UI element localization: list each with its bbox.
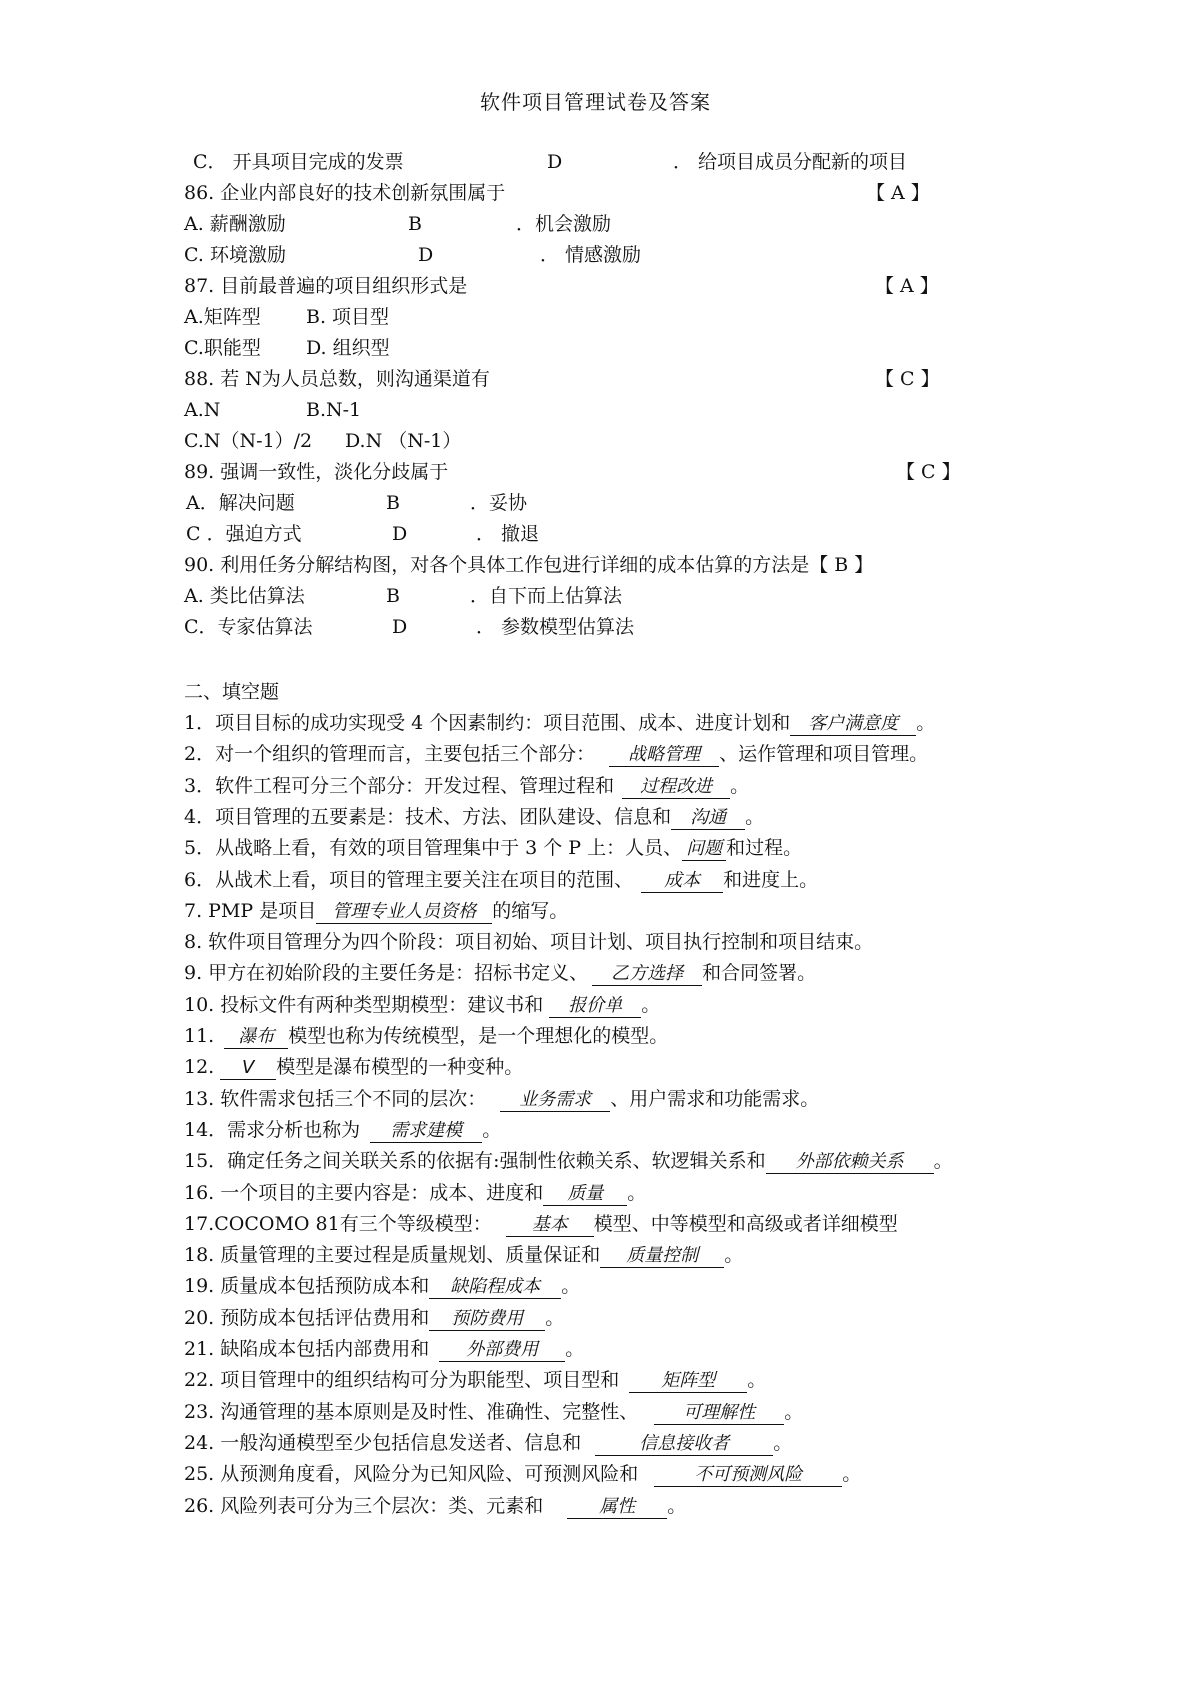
question-stem: 87. 目前最普遍的项目组织形式是 xyxy=(184,275,468,297)
answer-bracket: 【 A 】 xyxy=(875,275,939,297)
answer-blank: 缺陷程成本 xyxy=(429,1276,561,1299)
option-a: A．解决问题 xyxy=(186,492,295,514)
option-b: ．妥协 xyxy=(470,492,528,514)
fill-blank-item xyxy=(184,1178,646,1208)
question-text-tail: 。 xyxy=(842,1463,862,1485)
option-d-letter: D xyxy=(547,151,563,173)
question-text: 16. 一个项目的主要内容是：成本、进度和 xyxy=(184,1182,544,1204)
answer-blank: 需求建模 xyxy=(370,1120,482,1143)
question-text-tail: 。 xyxy=(773,1432,793,1454)
option-c: C． 开具项目完成的发票 xyxy=(193,151,404,173)
fill-blank-item xyxy=(184,1240,743,1270)
question-text-tail: 和进度上。 xyxy=(723,869,819,891)
fill-blank-item xyxy=(184,833,802,863)
question-text: 13. 软件需求包括三个不同的层次： xyxy=(184,1088,487,1110)
question-text-tail: 和过程。 xyxy=(726,837,803,859)
fill-blank-item xyxy=(184,990,660,1020)
option-d: ． 情感激励 xyxy=(540,244,642,266)
question-text-tail: 。 xyxy=(916,712,936,734)
question-text-tail: 模型也称为传统模型，是一个理想化的模型。 xyxy=(288,1025,669,1047)
fill-blank-item xyxy=(184,1397,803,1427)
question-text-tail: 、用户需求和功能需求。 xyxy=(610,1088,820,1110)
answer-blank: 成本 xyxy=(641,870,723,893)
option-d: ． 撤退 xyxy=(476,523,540,545)
answer-blank: 过程改进 xyxy=(622,776,730,799)
answer-blank: 预防费用 xyxy=(429,1308,545,1331)
question-text-tail: 。 xyxy=(667,1495,687,1517)
question-text-tail: 。 xyxy=(482,1119,502,1141)
option-b: B. 项目型 xyxy=(306,306,390,328)
fill-blank-item xyxy=(184,708,935,738)
question-text: 19. 质量成本包括预防成本和 xyxy=(184,1275,430,1297)
option-c: C.职能型 xyxy=(184,337,261,359)
fill-blank-item xyxy=(184,1459,861,1489)
option-b-letter: B xyxy=(386,492,400,514)
question-text-tail: 。 xyxy=(730,775,750,797)
option-a: A.矩阵型 xyxy=(184,306,261,328)
option-d-letter: D xyxy=(392,616,408,638)
option-c: C．专家估算法 xyxy=(184,616,313,638)
fill-blank-item xyxy=(184,1115,501,1145)
question-text: 5．从战略上看，有效的项目管理集中于 3 个 P 上：人员、 xyxy=(184,837,683,859)
option-d-letter: D xyxy=(392,523,408,545)
option-c: C.N（N-1）/2 xyxy=(184,430,313,452)
question-text: 23. 沟通管理的基本原则是及时性、准确性、完整性、 xyxy=(184,1401,639,1423)
question-text-tail: 。 xyxy=(545,1307,565,1329)
option-d: ． 参数模型估算法 xyxy=(476,616,635,638)
question-text: 8. 软件项目管理分为四个阶段：项目初始、项目计划、项目执行控制和项目结束。 xyxy=(184,931,874,953)
fill-blank-item xyxy=(184,1334,584,1364)
option-d-letter: D xyxy=(418,244,434,266)
answer-blank: 质量控制 xyxy=(600,1245,724,1268)
fill-blank-item xyxy=(184,927,873,957)
option-d: D. 组织型 xyxy=(306,337,390,359)
question-text: 6．从战术上看，项目的管理主要关注在项目的范围、 xyxy=(184,869,634,891)
question-text: 1．项目目标的成功实现受 4 个因素制约：项目范围、成本、进度计划和 xyxy=(184,712,791,734)
question-text: 7. PMP 是项目 xyxy=(184,900,317,922)
answer-blank: 乙方选择 xyxy=(592,963,702,986)
option-a: A.N xyxy=(184,399,221,421)
question-text-tail: 、运作管理和项目管理。 xyxy=(719,743,929,765)
question-text-tail: 模型是瀑布模型的一种变种。 xyxy=(276,1056,524,1078)
answer-blank: 质量 xyxy=(543,1183,627,1206)
question-text-tail: 模型、中等模型和高级或者详细模型 xyxy=(593,1213,898,1235)
question-text: 26. 风险列表可分为三个层次：类、元素和 xyxy=(184,1495,544,1517)
question-text-tail: 。 xyxy=(933,1150,953,1172)
question-text: 9. 甲方在初始阶段的主要任务是：招标书定义、 xyxy=(184,962,589,984)
option-b-letter: B xyxy=(386,585,400,607)
answer-blank: 属性 xyxy=(567,1496,667,1519)
option-c: C ．强迫方式 xyxy=(186,523,302,545)
answer-blank: 沟通 xyxy=(671,807,745,830)
question-text: 20. 预防成本包括评估费用和 xyxy=(184,1307,430,1329)
page-title: 软件项目管理试卷及答案 xyxy=(480,90,711,114)
question-stem: 89. 强调一致性，淡化分歧属于 xyxy=(184,461,449,483)
fill-blank-item xyxy=(184,1052,523,1082)
section-heading: 二、填空题 xyxy=(184,681,280,703)
question-text: 12. xyxy=(184,1056,215,1078)
answer-blank: 报价单 xyxy=(549,995,641,1018)
fill-blank-item xyxy=(184,1146,953,1176)
fill-blank-item xyxy=(184,1428,792,1458)
fill-blank-item xyxy=(184,739,928,769)
question-text-tail: 。 xyxy=(784,1401,804,1423)
question-text-tail: 的缩写。 xyxy=(492,900,569,922)
answer-blank: 客户满意度 xyxy=(790,713,916,736)
fill-blank-item xyxy=(184,771,749,801)
question-stem: 86. 企业内部良好的技术创新氛围属于 xyxy=(184,182,506,204)
answer-blank: 矩阵型 xyxy=(629,1370,747,1393)
question-text: 18. 质量管理的主要过程是质量规划、质量保证和 xyxy=(184,1244,601,1266)
option-b: B.N-1 xyxy=(306,399,362,421)
question-text-tail: 和合同签署。 xyxy=(702,962,817,984)
answer-blank: 战略管理 xyxy=(609,744,719,767)
question-text: 22. 项目管理中的组织结构可分为职能型、项目型和 xyxy=(184,1369,620,1391)
answer-blank: 信息接收者 xyxy=(595,1433,773,1456)
answer-blank: 问题 xyxy=(682,838,726,861)
fill-blank-item xyxy=(184,1209,898,1239)
question-text-tail: 。 xyxy=(561,1275,581,1297)
fill-blank-item xyxy=(184,1084,819,1114)
option-b-letter: B xyxy=(408,213,422,235)
fill-blank-item xyxy=(184,1303,564,1333)
answer-blank: 外部依赖关系 xyxy=(766,1151,934,1174)
option-d: D.N （N-1） xyxy=(345,430,462,452)
question-text: 21. 缺陷成本包括内部费用和 xyxy=(184,1338,430,1360)
question-text: 17.COCOMO 81有三个等级模型： xyxy=(184,1213,492,1235)
answer-bracket: 【 C 】 xyxy=(875,368,940,390)
fill-blank-item xyxy=(184,865,818,895)
question-stem: 90. 利用任务分解结构图，对各个具体工作包进行详细的成本估算的方法是【 B 】 xyxy=(184,554,874,576)
fill-blank-item xyxy=(184,1021,668,1051)
option-b: ．机会激励 xyxy=(516,213,612,235)
question-text: 15．确定任务之间关联关系的依据有:强制性依赖关系、软逻辑关系和 xyxy=(184,1150,766,1172)
fill-blank-item xyxy=(184,1491,686,1521)
question-text: 4．项目管理的五要素是：技术、方法、团队建设、信息和 xyxy=(184,806,672,828)
question-text-tail: 。 xyxy=(724,1244,744,1266)
question-text: 2．对一个组织的管理而言，主要包括三个部分： xyxy=(184,743,596,765)
fill-blank-item xyxy=(184,1271,580,1301)
question-text: 14．需求分析也称为 xyxy=(184,1119,361,1141)
answer-blank: 瀑布 xyxy=(224,1026,288,1049)
answer-blank: 基本 xyxy=(506,1214,594,1237)
question-text: 10. 投标文件有两种类型期模型：建议书和 xyxy=(184,994,544,1016)
question-stem: 88. 若 N为人员总数，则沟通渠道有 xyxy=(184,368,490,390)
question-text: 3．软件工程可分三个部分：开发过程、管理过程和 xyxy=(184,775,615,797)
question-text: 11. xyxy=(184,1025,215,1047)
fill-blank-item xyxy=(184,896,568,926)
fill-blank-item xyxy=(184,958,816,988)
answer-blank: 外部费用 xyxy=(439,1339,565,1362)
question-text-tail: 。 xyxy=(565,1338,585,1360)
answer-bracket: 【 C 】 xyxy=(896,461,961,483)
option-a: A. 类比估算法 xyxy=(184,585,305,607)
question-text: 25. 从预测角度看，风险分为已知风险、可预测风险和 xyxy=(184,1463,639,1485)
answer-blank: 管理专业人员资格 xyxy=(316,901,492,924)
fill-blank-item xyxy=(184,802,764,832)
option-d: ． 给项目成员分配新的项目 xyxy=(673,151,908,173)
fill-blank-item xyxy=(184,1365,766,1395)
answer-blank: 业务需求 xyxy=(500,1089,610,1112)
answer-blank: 不可预测风险 xyxy=(654,1464,842,1487)
question-text-tail: 。 xyxy=(641,994,661,1016)
option-b: ．自下而上估算法 xyxy=(470,585,623,607)
option-c: C. 环境激励 xyxy=(184,244,286,266)
question-text-tail: 。 xyxy=(747,1369,767,1391)
question-text-tail: 。 xyxy=(627,1182,647,1204)
question-text: 24. 一般沟通模型至少包括信息发送者、信息和 xyxy=(184,1432,582,1454)
answer-blank: V xyxy=(220,1057,276,1080)
answer-bracket: 【 A 】 xyxy=(866,182,930,204)
option-a: A. 薪酬激励 xyxy=(184,213,286,235)
question-text-tail: 。 xyxy=(745,806,765,828)
answer-blank: 可理解性 xyxy=(654,1402,784,1425)
